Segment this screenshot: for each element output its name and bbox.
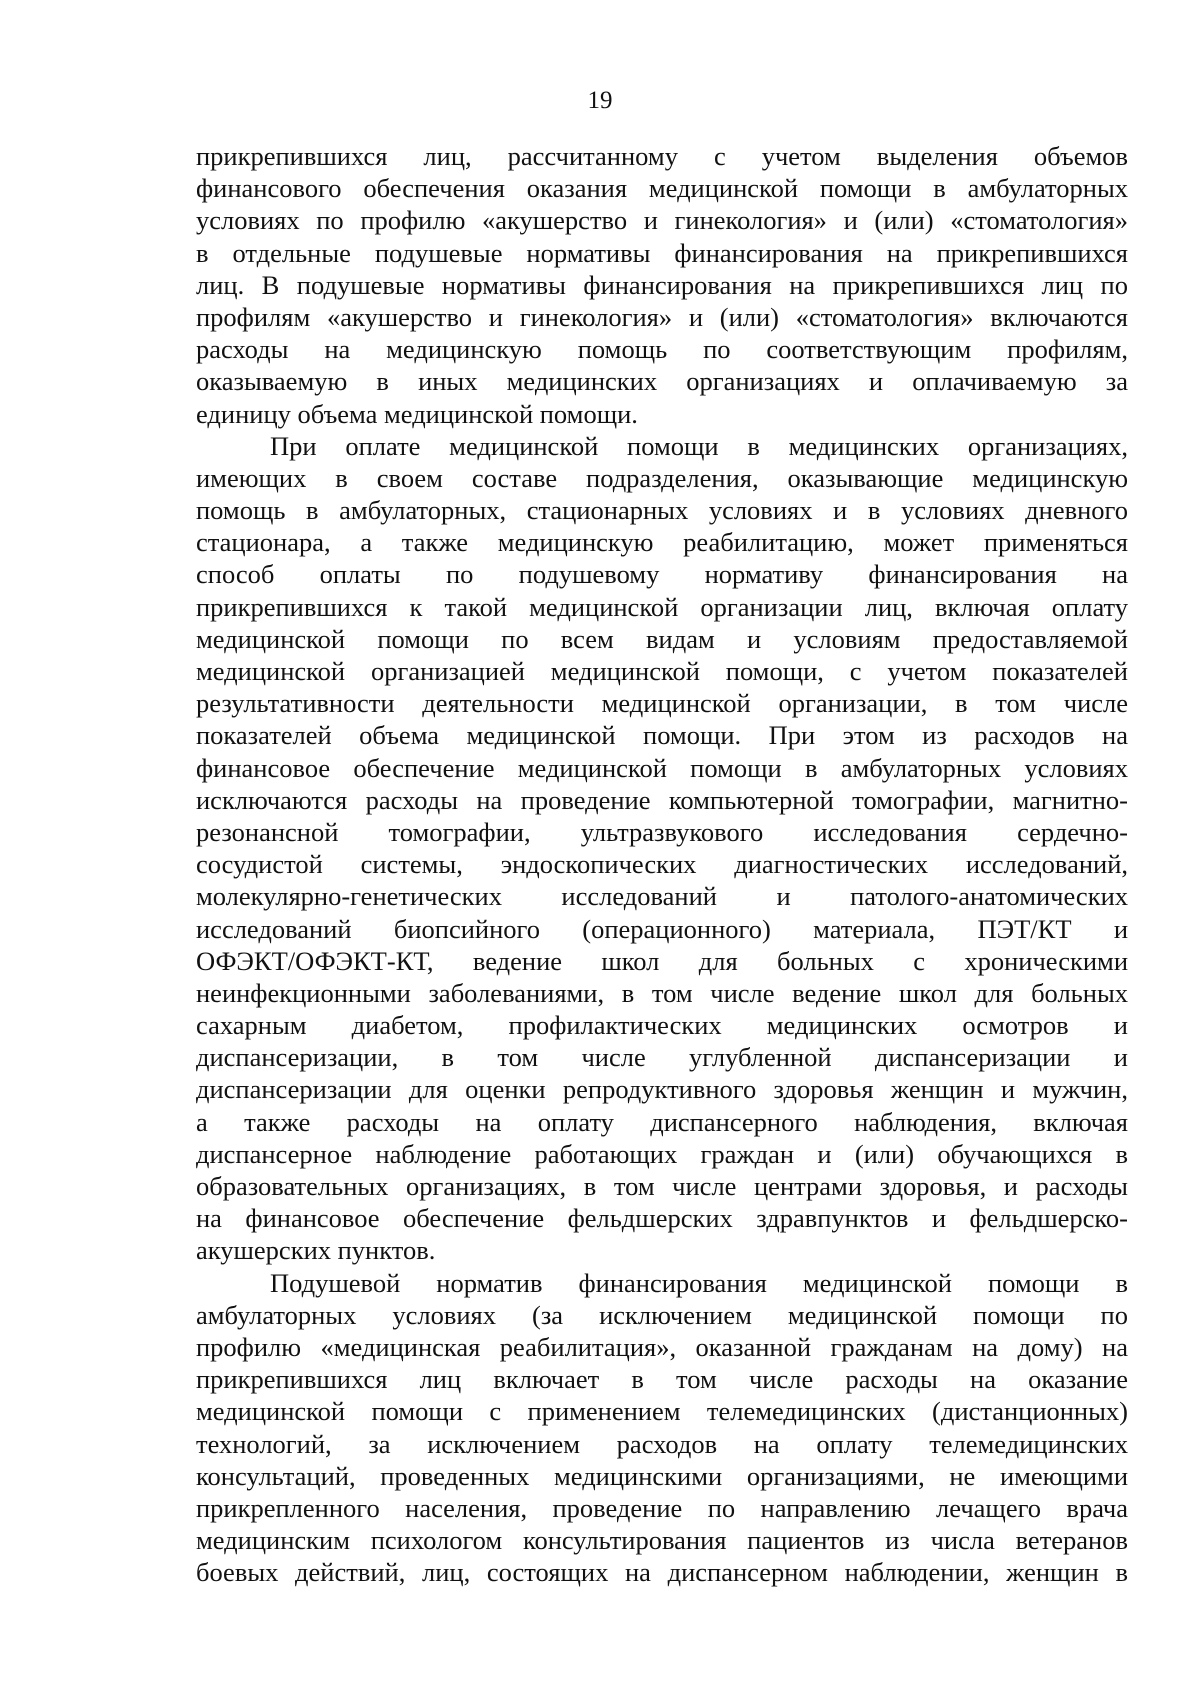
text-line: диспансеризации, в том числе углубленной диспансеризации и [196,1042,1128,1073]
text-line: При оплате медицинской помощи в медицинских организациях, [270,430,1128,461]
text-line: прикрепившихся лиц включает в том числе расходы на оказание [196,1364,1128,1395]
text-line: финансового обеспечения оказания медицинской помощи в амбулаторных [196,173,1128,204]
text-line: оказываемую в иных медицинских организациях и оплачиваемую за [196,366,1128,397]
text-line: а также расходы на оплату диспансерного наблюдения, включая [196,1106,1128,1137]
text-line: акушерских пунктов. [196,1235,436,1266]
text-line: прикрепившихся к такой медицинской организации лиц, включая оплату [196,591,1128,622]
text-line: амбулаторных условиях (за исключением медицинской помощи по [196,1299,1128,1330]
text-line: прикрепленного населения, проведение по направлению лечащего врача [196,1492,1128,1523]
text-line: лиц. В подушевые нормативы финансирования на прикрепившихся лиц по [196,269,1128,300]
text-line: медицинским психологом консультирования пациентов из числа ветеранов [196,1525,1128,1556]
text-line: показателей объема медицинской помощи. При этом из расходов на [196,720,1128,751]
text-line: прикрепившихся лиц, рассчитанному с учетом выделения объемов [196,141,1128,171]
text-line: исключаются расходы на проведение компьютерной томографии, магнитно- [196,784,1128,815]
text-line: образовательных организациях, в том числе центрами здоровья, и расходы [196,1171,1128,1201]
text-line: единицу объема медицинской помощи. [196,398,638,429]
text-line: медицинской организацией медицинской помощи, с учетом показателей [196,656,1128,686]
text-line: исследований биопсийного (операционного) материала, ПЭТ/КТ и [196,913,1128,944]
text-line: консультаций, проведенных медицинскими организациями, не имеющими [196,1460,1128,1491]
text-line: резонансной томографии, ультразвукового исследования сердечно- [196,816,1128,847]
text-line: медицинской помощи с применением телемедицинских (дистанционных) [196,1396,1128,1427]
text-line: неинфекционными заболеваниями, в том числе ведение школ для больных [196,977,1128,1008]
text-line: диспансеризации для оценки репродуктивного здоровья женщин и мужчин, [196,1074,1128,1105]
text-line: Подушевой норматив финансирования медицинской помощи в [270,1267,1128,1298]
text-line: результативности деятельности медицинской организации, в том числе [196,688,1128,719]
paragraph [196,430,1128,1267]
text-line: медицинской помощи по всем видам и условиям предоставляемой [196,623,1128,654]
text-line: финансовое обеспечение медицинской помощи в амбулаторных условиях [196,752,1128,783]
text-line: ОФЭКТ/ОФЭКТ-КТ, ведение школ для больных с хроническими [196,945,1128,976]
paragraph [196,140,1128,430]
text-line: стационара, а также медицинскую реабилитацию, может применяться [196,527,1128,558]
text-line: условиях по профилю «акушерство и гинекология» и (или) «стоматология» [196,205,1128,236]
text-line: сахарным диабетом, профилактических медицинских осмотров и [196,1010,1128,1041]
text-line: молекулярно-генетических исследований и патолого-анатомических [196,881,1128,912]
text-line: в отдельные подушевые нормативы финансирования на прикрепившихся [196,237,1128,268]
document-body [196,140,1128,1588]
page-number: 19 [587,87,613,114]
text-line: диспансерное наблюдение работающих граждан и (или) обучающихся в [196,1138,1128,1169]
text-line: сосудистой системы, эндоскопических диагностических исследований, [196,849,1128,880]
text-line: помощь в амбулаторных, стационарных условиях и в условиях дневного [196,495,1128,526]
text-line: боевых действий, лиц, состоящих на диспансерном наблюдении, женщин в [196,1557,1128,1588]
text-line: технологий, за исключением расходов на оплату телемедицинских [196,1428,1128,1459]
text-line: имеющих в своем составе подразделения, оказывающие медицинскую [196,462,1128,493]
paragraph [196,1267,1128,1589]
text-line: профилям «акушерство и гинекология» и (или) «стоматология» включаются [196,301,1128,332]
text-line: профилю «медицинская реабилитация», оказанной гражданам на дому) на [196,1331,1128,1362]
text-line: на финансовое обеспечение фельдшерских здравпунктов и фельдшерско- [196,1203,1128,1234]
text-line: расходы на медицинскую помощь по соответствующим профилям, [196,334,1128,365]
text-line: способ оплаты по подушевому нормативу финансирования на [196,559,1128,590]
